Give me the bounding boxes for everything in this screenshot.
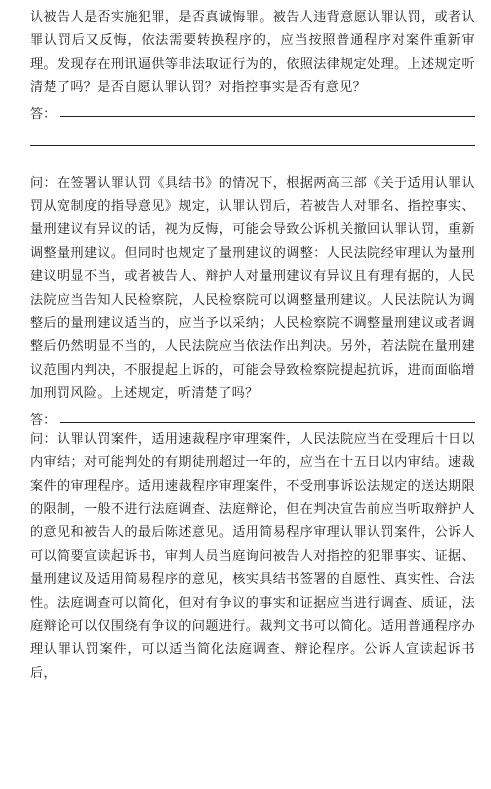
answer-label-2: 答：	[30, 412, 57, 428]
question-paragraph-2: 问：在签署认罪认罚《具结书》的情况下，根据两高三部《关于适用认罪认罚从宽制度的指导意见》规定，认罪认罚后，若被告人对罪名、指控事实、量刑建议有异议的话，视为反悔，可能会导致公诉机关撤回认罪认罚，重新调整量刑建议。但同时也规定了量刑建议的调整：人民法院经审理认为量刑建议明显不当，或者被告人、辩护人对量刑建议有异议且有理有据的，人民法院应当告知人民检察院，人民检察院可以调整量刑建议。人民法院认为调整后的量刑建议适当的，应当予以采纳；人民检察院不调整量刑建议或者调整后仍然明显不当的，人民法院应当依法作出判决。另外，若法院在量刑建议范围内判决，不服提起上诉的，可能会导致检察院提起抗诉，进而面临增加刑罚风险。上述规定，听清楚了吗？	[30, 175, 475, 402]
answer-row-2	[30, 406, 475, 428]
question-paragraph-3: 问：认罪认罚案件，适用速裁程序审理案件，人民法院应当在受理后十日以内审结；对可能判处的有期徒刑超过一年的，应当在十五日以内审结。速裁案件的审理程序。适用速裁程序审理案件，不受刑事诉讼法规定的送达期限的限制，一般不进行法庭调查、法庭辩论，但在判决宣告前应当听取辩护人的意见和被告人的最后陈述意见。适用简易程序审理认罪认罚案件，公诉人可以简要宣读起诉书，审判人员当庭询问被告人对指控的犯罪事实、证据、量刑建议及适用简易程序的意见，核实具结书签署的自愿性、真实性、合法性。法庭调查可以简化，但对有争议的事实和证据应当进行调查、质证，法庭辩论可以仅围绕有争议的问题进行。裁判文书可以简化。适用普通程序办理认罪认罚案件，可以适当简化法庭调查、辩论程序。公诉人宣读起诉书后，	[30, 431, 475, 681]
question-paragraph-1: 认被告人是否实施犯罪，是否真诚悔罪。被告人违背意愿认罪认罚，或者认罪认罚后又反悔，依法需要转换程序的，应当按照普通程序对案件重新审理。发现存在刑讯逼供等非法取证行为的，依照法律规定处理。上述规定听清楚了吗？是否自愿认罪认罚？对指控事实是否有意见？	[30, 10, 475, 96]
answer-line-2[interactable]	[60, 422, 475, 423]
answer-line-1[interactable]	[60, 116, 475, 117]
answer-label-1: 答：	[30, 106, 57, 122]
answer-row-1	[30, 100, 475, 122]
